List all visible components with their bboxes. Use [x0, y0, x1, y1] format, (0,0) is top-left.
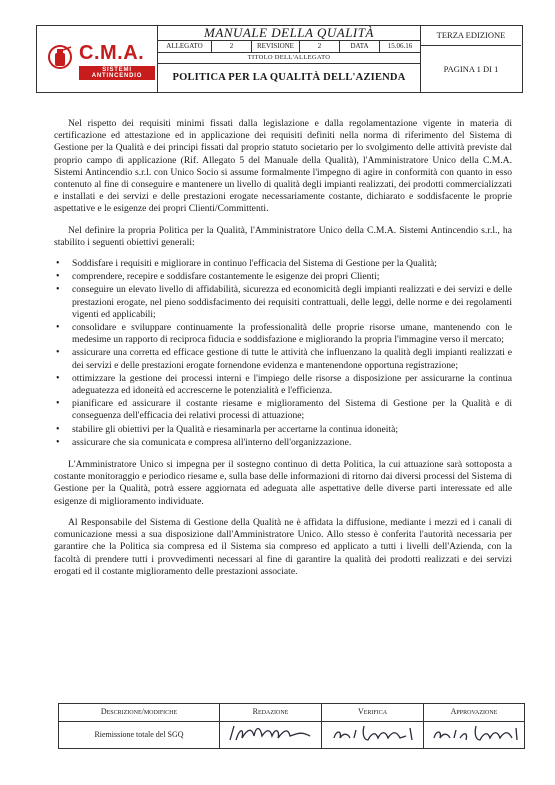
page-number: PAGINA 1 DI 1: [443, 64, 499, 74]
verifica-signature: [328, 722, 418, 746]
paragraph-commitment: L'Amministratore Unico si impegna per il sostegno continuo di detta Politica, la cui attuazione sarà sottoposta a costante monitoraggio e periodico riesame e, sulla base delle informazioni di ritorno dai diversi processi del Sistema di Gestione per la Qualità, potrà essere aggiornata ed adeguata alle aspettative delle diverse parti interessate ed alle esigenze di miglioramento individuate.: [54, 459, 512, 507]
manual-title: MANUALE DELLA QUALITÀ: [158, 26, 420, 41]
paragraph-intro: Nel rispetto dei requisiti minimi fissati dalla legislazione e dalla regolamentazione vigente in materia di certificazione ed attestazione ed in applicazione dei requisiti definiti nella norma di riferimento del Sistema di Gestione per la Qualità e dei principi fissati dal proprio statuto societario per lo svolgimento delle attività previste dal proprio campo di applicazione (Rif. Allegato 5 del Manuale della Qualità), l'Amministratore Unico della C.M.A. Sistemi Antincendio s.r.l. con Unico Socio si assume formalmente l'impegno di agire in conformità con quanto in esso contenuto al fine di conseguire e mantenere un livello di qualità degli impianti realizzati, dei prodotti commercializzati e installati e dei servizi e delle prestazioni erogate necessariamente costante, dichiarato e soddisfacente le proprie aspettative e le esigenze dei propri Clienti/Committenti.: [54, 118, 512, 215]
document-header: [36, 25, 523, 93]
revisione-value: 2: [300, 41, 340, 52]
titolo-label: TITOLO DELL'ALLEGATO: [158, 53, 420, 64]
document-body: [54, 118, 512, 587]
fire-extinguisher-logo-icon: [43, 44, 77, 70]
logo-subtitle: SISTEMI ANTINCENDIO: [79, 66, 155, 80]
revisione-label: REVISIONE: [252, 41, 300, 52]
logo-text: C.M.A.: [79, 42, 145, 64]
allegato-label: ALLEGATO: [158, 41, 212, 52]
approvazione-signature: [428, 722, 520, 746]
list-item: • assicurare che sia comunicata e compresa all'interno dell'organizzazione.: [54, 437, 512, 449]
objectives-list: [54, 258, 512, 449]
list-item: • consolidare e sviluppare continuamente la professionalità delle proprie risorse umane, mantenendo con le medesime un rapporto di reciproca fiducia e soddisfazione e migliorando la propria l'immagine verso il mercato;: [54, 322, 512, 346]
verifica-header: Verifica: [322, 704, 423, 722]
description-header: Descrizione/modifiche: [59, 704, 219, 722]
list-item: • comprendere, recepire e soddisfare costantemente le esigenze dei propri Clienti;: [54, 271, 512, 283]
header-meta-row: [158, 41, 420, 53]
list-item: • Soddisfare i requisiti e migliorare in continuo l'efficacia del Sistema di Gestione per la Qualità;: [54, 258, 512, 270]
approval-table: [58, 703, 525, 749]
verifica-column: [322, 704, 424, 748]
edition-label: TERZA EDIZIONE: [421, 26, 521, 46]
company-logo: [37, 26, 158, 92]
policy-title: POLITICA PER LA QUALITÀ DELL'AZIENDA: [172, 72, 406, 83]
allegato-value: 2: [212, 41, 252, 52]
approvazione-column: [424, 704, 524, 748]
list-item: • pianificare ed assicurare il costante riesame e miglioramento del Sistema di Gestione per la Qualità e di conseguenza dell'efficacia dei relativi processi di attuazione;: [54, 398, 512, 422]
list-item: • assicurare una corretta ed efficace gestione di tutte le attività che influenzano la qualità degli impianti realizzati e dei servizi e delle prestazioni erogate fornendone evidenza e mantenendone opportuna registrazione;: [54, 347, 512, 371]
redazione-column: [220, 704, 322, 748]
paragraph-responsibility: Al Responsabile del Sistema di Gestione della Qualità ne è affidata la diffusione, mediante i mezzi ed i canali di comunicazione messi a sua disposizione dall'Amministratore Unico. Allo stesso è conferita l'autorità necessaria per garantire che la Politica sia compresa ed il Sistema sia compreso ed applicato a tutti i livelli dell'Azienda, con la facoltà di prendere tutti i provvedimenti necessari al fine di garantire la qualità dei prodotti realizzati e dei servizi erogati ed il costante miglioramento delle prestazioni associate.: [54, 516, 512, 577]
data-label: DATA: [340, 41, 380, 52]
approvazione-header: Approvazione: [424, 704, 524, 722]
paragraph-objectives-intro: Nel definire la propria Politica per la Qualità, l'Amministratore Unico della C.M.A. Sistemi Antincendio s.r.l., ha stabilito i seguenti obiettivi generali:: [54, 224, 512, 248]
header-right-column: [420, 26, 522, 92]
redazione-signature: [226, 722, 316, 746]
data-value: 15.06.16: [387, 42, 413, 50]
description-column: [59, 704, 220, 748]
redazione-header: Redazione: [220, 704, 321, 722]
description-value: Riemissione totale del SGQ: [94, 730, 184, 739]
list-item: • ottimizzare la gestione dei processi interni e l'impiego delle risorse a disposizione per assicurarne la continua adeguatezza ed idoneità ed accrescerne le potenzialità e l'efficienza.: [54, 373, 512, 397]
list-item: • stabilire gli obiettivi per la Qualità e riesaminarla per accertarne la continua idoneità;: [54, 424, 512, 436]
list-item: • conseguire un elevato livello di affidabilità, sicurezza ed economicità degli impianti realizzati e dei servizi e delle prestazioni erogate, nel pieno soddisfacimento dei requisiti contrattuali, delle leggi, delle norme e dei regolamenti vigenti ed applicabili;: [54, 284, 512, 321]
